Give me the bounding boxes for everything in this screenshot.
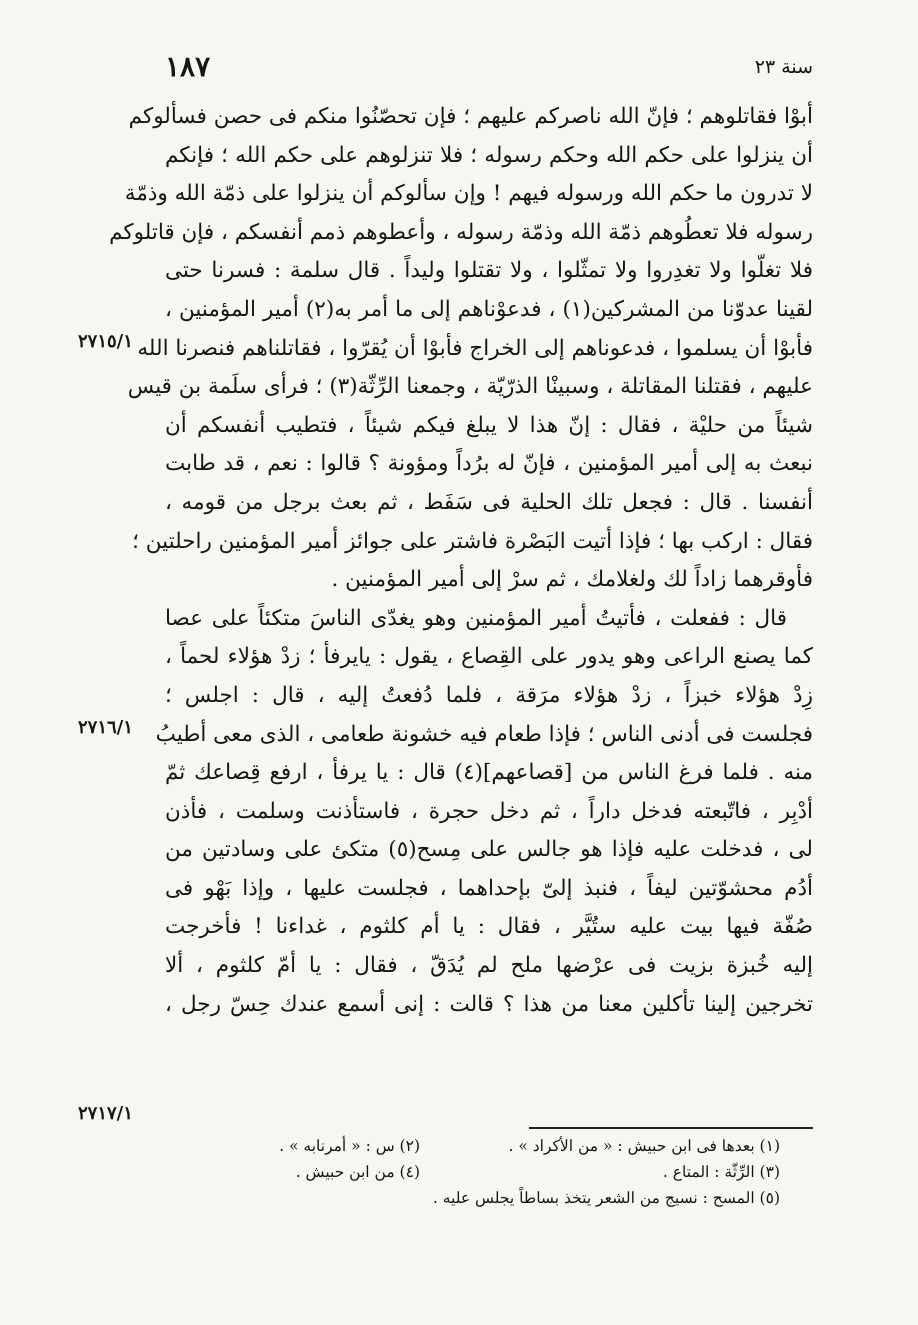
text-line: أدْبِر ، فاتّبعته فدخل داراً ، ثم دخل حجرة ، فاستأذنت وسلمت ، فأذن: [165, 798, 813, 824]
main-text: [109, 98, 813, 1024]
footnote-row: [140, 1185, 780, 1211]
text-line: أنفسنا . قال : فجعل تلك الحلية فى سَفَط ، ثم بعث برجل من قومه ،: [165, 489, 813, 515]
text-line: كما يصنع الراعى وهو يدور على القِصاع ، يقول : يايرفأ ؛ زدْ هؤلاء لحماً ،: [165, 644, 813, 670]
text-line: صُفّة فيها بيت عليه ستُيَّر ، فقال : يا أم كلثوم ، غداءنا ! فأخرجت: [165, 914, 813, 940]
footnote-4: (٤) من ابن حبيش .: [295, 1163, 420, 1181]
text-line: أدُم محشوّتين ليفاً ، فنبذ إلىّ بإحداهما ، فجلست عليها ، وإذا بَهْو فى: [165, 875, 813, 901]
text-line: رسوله فلا تعطُوهم ذمّة الله وذمّة رسوله ، وأعطوهم ذمم أنفسكم ، فإن قاتلوكم: [109, 219, 813, 245]
text-line: منه . فلما فرغ الناس من [قصاعهم](٤) قال : يا يرفأ ، ارفع قِصاعك ثمّ: [165, 760, 813, 786]
text-line: قال : ففعلت ، فأتيتُ أمير المؤمنين وهو يغدّى الناسَ متكئاً على عصا: [165, 605, 787, 631]
footnote-5: (٥) المسح : نسيج من الشعر يتخذ بساطاً يجلس عليه .: [432, 1189, 780, 1207]
footnote-row: [140, 1159, 780, 1185]
text-line: نبعث به إلى أمير المؤمنين ، فإنّ له برُداً ومؤونة ؟ قالوا : نعم ، قد طابت: [165, 451, 813, 477]
text-line: تخرجين إلينا تأكلين معنا من هذا ؟ قالت : إنى أسمع عندك حِسّ رجل ،: [165, 991, 813, 1017]
margin-reference: ٢٧١٧/١: [78, 1103, 133, 1124]
text-line: شيئاً من حليْة ، فقال : إنّ هذا لا يبلغ فيكم شيئاً ، فتطيب أنفسكم أن: [165, 412, 813, 438]
text-line: أبوْا فقاتلوهم ؛ فإنّ الله ناصركم عليهم ؛ فإن تحصّنُوا منكم فى حصن فسألوكم: [128, 104, 813, 129]
footnote-3: (٣) الرِّثّة : المتاع .: [662, 1163, 780, 1181]
text-line: إليه خُبزة بزيت فى عرْضها ملح لم يُدَقّ ، فقال : يا أمّ كلثوم ، ألا: [165, 953, 813, 979]
margin-reference: ٢٧١٥/١: [78, 331, 133, 352]
text-line: أن ينزلوا على حكم الله وحكم رسوله ؛ فلا تنزلوهم على حكم الله ؛ فإنكم: [165, 142, 813, 168]
text-line: لا تدرون ما حكم الله ورسوله فيهم ! وإن سألوكم أن ينزلوا على ذمّة الله وذمّة: [124, 181, 813, 207]
text-line: فجلست فى أدنى الناس ؛ فإذا طعام فيه خشونة طعامى ، الذى معى أطيبُ: [155, 721, 813, 747]
text-line: فقال : اركب بها ؛ فإذا أتيت البَصْرة فاشتر على جوائز أمير المؤمنين راحلتين ؛: [132, 528, 813, 554]
page-number: ١٨٧: [165, 50, 211, 83]
text-line: عليهم ، فقتلنا المقاتلة ، وسبينْا الذرّيّة ، وجمعنا الرِّثّة(٣) ؛ فرأى سلَمة بن قيس: [127, 374, 813, 400]
page-header: [165, 50, 813, 90]
footnote-row: [140, 1133, 780, 1159]
text-line: فأوقرهما زاداً لك ولغلامك ، ثم سرْ إلى أمير المؤمنين .: [331, 567, 813, 593]
text-line: لى ، فدخلت عليه فإذا هو جالس على مِسح(٥) متكئ على وسادتين من: [165, 837, 813, 863]
footnote-2: (٢) س : « أمرنابه » .: [279, 1137, 420, 1155]
footnote-divider: [529, 1127, 813, 1129]
text-line: فأبوْا أن يسلموا ، فدعوناهم إلى الخراج فأبوْا أن يُقرّوا ، فقاتلناهم فنصرنا الله: [137, 335, 813, 361]
footnotes: [140, 1133, 780, 1211]
running-head-year: سنة ٢٣: [754, 56, 813, 78]
footnote-1: (١) بعدها فى ابن حبيش : « من الأكراد » .: [508, 1137, 780, 1155]
text-line: زِدْ هؤلاء خبزاً ، زدْ هؤلاء مرَقة ، فلما دُفعتُ إليه ، قال : اجلس ؛: [165, 682, 813, 708]
text-line: فلا تغلّوا ولا تغدِروا ولا تمثّلوا ، ولا تقتلوا وليداً . قال سلمة : فسرنا حتى: [165, 258, 813, 284]
text-line: لقينا عدوّنا من المشركين(١) ، فدعوْناهم إلى ما أمر به(٢) أمير المؤمنين ،: [165, 296, 813, 322]
margin-reference: ٢٧١٦/١: [78, 717, 133, 738]
